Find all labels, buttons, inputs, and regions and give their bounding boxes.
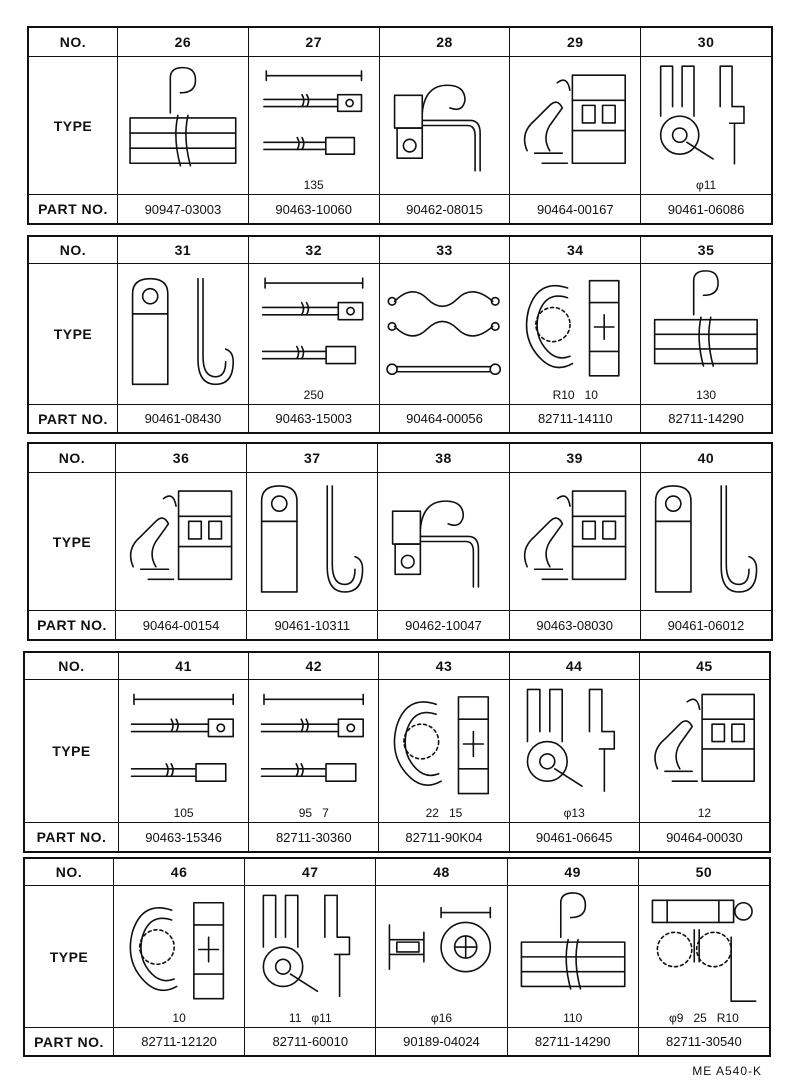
part-drawing — [113, 886, 244, 1027]
part-drawing — [640, 57, 771, 194]
part-drawing — [509, 57, 640, 194]
parts-table — [27, 26, 773, 225]
double-ring-clamp-icon — [641, 888, 767, 1011]
row-type — [29, 57, 771, 195]
eye-clamp-hook-icon — [249, 475, 375, 608]
u-clamp-ring-icon — [247, 888, 373, 1011]
hook-clamp-eye-icon — [380, 475, 506, 608]
dimension-label: φ9 — [668, 1011, 684, 1025]
label-no: NO. — [59, 34, 87, 50]
item-number: 35 — [640, 237, 771, 263]
dimension-labels — [426, 806, 463, 820]
dimension-labels — [299, 806, 329, 820]
dimension-label: 95 — [298, 806, 313, 820]
dimension-label: 25 — [693, 1011, 707, 1025]
u-clamp-ring-icon — [643, 59, 769, 178]
row-part-no — [29, 195, 771, 223]
cable-tie-icon — [121, 682, 246, 806]
eye-clamp-hook-icon — [120, 266, 246, 402]
part-drawing — [117, 264, 248, 404]
item-number: 26 — [117, 28, 248, 56]
dimension-labels — [564, 806, 585, 820]
label-part-no: PART NO. — [36, 829, 107, 845]
part-drawing — [639, 680, 769, 822]
p-clip-band-icon — [510, 888, 636, 1011]
parts-table — [27, 442, 773, 641]
item-number: 40 — [640, 444, 771, 472]
c-clamp-icon — [512, 266, 638, 388]
item-number: 33 — [379, 237, 510, 263]
dimension-labels — [563, 1011, 582, 1025]
parts-table — [23, 857, 771, 1057]
label-type: TYPE — [53, 117, 93, 134]
item-number: 43 — [378, 653, 508, 679]
label-type: TYPE — [49, 948, 89, 965]
item-number: 36 — [115, 444, 246, 472]
part-drawing — [507, 886, 638, 1027]
cable-tie-icon — [251, 682, 376, 806]
u-clamp-ring-icon — [512, 682, 637, 806]
label-no: NO. — [55, 864, 83, 880]
part-drawing — [379, 57, 510, 194]
part-number: 82711-90K04 — [378, 823, 508, 851]
item-number: 47 — [244, 859, 375, 885]
dimension-label: 7 — [322, 806, 329, 820]
part-number: 90461-06012 — [640, 611, 771, 639]
dimension-label: 10 — [584, 388, 598, 402]
part-number: 90947-03003 — [117, 195, 248, 223]
part-number: 90461-06645 — [509, 823, 639, 851]
part-drawing — [248, 57, 379, 194]
dimension-label: 22 — [425, 806, 439, 820]
p-clip-band-icon — [120, 59, 246, 192]
part-drawing — [117, 57, 248, 194]
clip-holder-icon — [642, 682, 767, 806]
row-no — [25, 859, 769, 886]
dimension-label: 12 — [697, 806, 712, 820]
part-drawing — [509, 680, 639, 822]
item-number: 30 — [640, 28, 771, 56]
row-part-no — [25, 1028, 769, 1055]
dimension-label: φ16 — [430, 1011, 453, 1025]
item-number: 39 — [509, 444, 640, 472]
grommet-icon — [378, 888, 504, 1011]
hook-clamp-eye-icon — [382, 59, 508, 192]
label-type: TYPE — [52, 533, 92, 550]
item-number: 28 — [379, 28, 510, 56]
part-number: 82711-14290 — [507, 1028, 638, 1055]
part-drawing — [640, 473, 771, 610]
row-type — [29, 264, 771, 405]
item-number: 32 — [248, 237, 379, 263]
part-drawing — [378, 680, 508, 822]
item-number: 31 — [117, 237, 248, 263]
part-drawing — [248, 680, 378, 822]
dimension-labels — [696, 178, 716, 192]
part-number: 90461-08430 — [117, 405, 248, 432]
label-part-no: PART NO. — [37, 617, 107, 633]
item-number: 27 — [248, 28, 379, 56]
part-drawing — [246, 473, 377, 610]
label-part-no: PART NO. — [38, 201, 108, 217]
part-number: 90463-15346 — [118, 823, 248, 851]
dimension-labels — [304, 388, 324, 402]
row-part-no — [25, 823, 769, 851]
part-drawing — [118, 680, 248, 822]
c-clamp-icon — [116, 888, 242, 1011]
part-number: 82711-12120 — [113, 1028, 244, 1055]
dimension-label: 130 — [696, 388, 717, 402]
row-part-no — [29, 405, 771, 432]
item-number: 38 — [377, 444, 508, 472]
item-number: 50 — [638, 859, 769, 885]
item-number: 48 — [375, 859, 506, 885]
part-number: 90189-04024 — [375, 1028, 506, 1055]
parts-table — [27, 235, 773, 434]
part-number: 90462-08015 — [379, 195, 510, 223]
dimension-labels — [174, 806, 194, 820]
row-no — [29, 444, 771, 473]
label-no: NO. — [58, 450, 86, 466]
dimension-labels — [289, 1011, 332, 1025]
label-part-no: PART NO. — [38, 410, 108, 427]
part-drawing — [244, 886, 375, 1027]
parts-table — [23, 651, 771, 853]
label-no: NO. — [58, 658, 85, 674]
dimension-label: φ11 — [695, 178, 717, 192]
part-drawing — [509, 473, 640, 610]
dimension-label: 110 — [563, 1011, 583, 1025]
clip-holder-icon — [118, 475, 244, 608]
item-number: 42 — [248, 653, 378, 679]
dimension-label: 105 — [173, 806, 194, 820]
row-type — [25, 680, 769, 823]
page-code: ME A540-K — [692, 1064, 762, 1078]
dimension-labels — [669, 1011, 739, 1025]
cable-tie-icon — [251, 59, 377, 178]
dimension-label: 15 — [448, 806, 463, 820]
dimension-label: φ11 — [311, 1011, 332, 1025]
dimension-labels — [172, 1011, 185, 1025]
dimension-label: 250 — [303, 388, 324, 402]
part-number: 90463-08030 — [509, 611, 640, 639]
eye-clamp-hook-icon — [643, 475, 769, 608]
part-number: 90464-00154 — [115, 611, 246, 639]
double-wave-clip-icon — [382, 266, 508, 402]
part-drawing — [509, 264, 640, 404]
label-type: TYPE — [53, 326, 93, 342]
row-type — [25, 886, 769, 1028]
part-number: 90464-00056 — [379, 405, 510, 432]
clip-holder-icon — [512, 475, 638, 608]
part-drawing — [640, 264, 771, 404]
part-number: 90461-10311 — [246, 611, 377, 639]
part-number: 82711-14110 — [509, 405, 640, 432]
part-number: 82711-30360 — [248, 823, 378, 851]
dimension-label: R10 — [552, 388, 575, 402]
item-number: 46 — [113, 859, 244, 885]
label-no: NO. — [59, 242, 87, 258]
part-number: 82711-30540 — [638, 1028, 769, 1055]
part-drawing — [248, 264, 379, 404]
cable-tie-icon — [251, 266, 377, 388]
item-number: 44 — [509, 653, 639, 679]
row-type — [29, 473, 771, 611]
part-number: 90464-00030 — [639, 823, 769, 851]
part-number: 82711-14290 — [640, 405, 771, 432]
part-drawing — [379, 264, 510, 404]
dimension-labels — [698, 806, 711, 820]
dimension-labels — [304, 178, 324, 192]
part-drawing — [638, 886, 769, 1027]
dimension-labels — [553, 388, 598, 402]
part-number: 90462-10047 — [377, 611, 508, 639]
part-number: 90461-06086 — [640, 195, 771, 223]
dimension-labels — [431, 1011, 452, 1025]
row-no — [29, 28, 771, 57]
part-drawing — [115, 473, 246, 610]
p-clip-band-icon — [643, 266, 769, 388]
item-number: 29 — [509, 28, 640, 56]
label-part-no: PART NO. — [34, 1033, 104, 1050]
clip-holder-icon — [512, 59, 638, 192]
part-number: 82711-60010 — [244, 1028, 375, 1055]
part-drawing — [375, 886, 506, 1027]
item-number: 45 — [639, 653, 769, 679]
row-no — [25, 653, 769, 680]
part-number: 90463-15003 — [248, 405, 379, 432]
row-part-no — [29, 611, 771, 639]
part-number: 90464-00167 — [509, 195, 640, 223]
dimension-label: φ13 — [563, 806, 585, 820]
item-number: 49 — [507, 859, 638, 885]
dimension-label: 10 — [172, 1011, 186, 1025]
dimension-labels — [696, 388, 716, 402]
part-drawing — [377, 473, 508, 610]
row-no — [29, 237, 771, 264]
item-number: 34 — [509, 237, 640, 263]
dimension-label: 11 — [288, 1011, 302, 1025]
item-number: 37 — [246, 444, 377, 472]
dimension-label: 135 — [303, 178, 324, 192]
item-number: 41 — [118, 653, 248, 679]
c-clamp-icon — [381, 682, 506, 806]
dimension-label: R10 — [716, 1011, 739, 1025]
part-number: 90463-10060 — [248, 195, 379, 223]
label-type: TYPE — [52, 743, 91, 759]
